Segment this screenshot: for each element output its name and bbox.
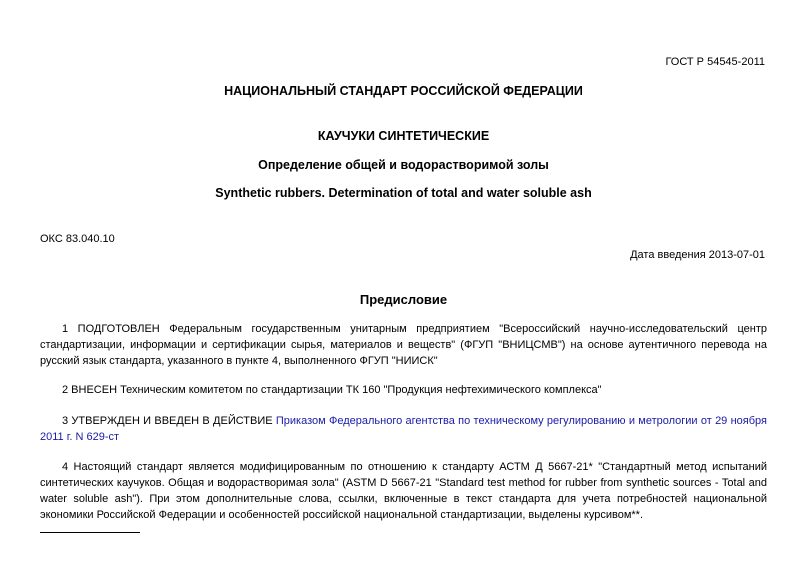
national-standard-heading: НАЦИОНАЛЬНЫЙ СТАНДАРТ РОССИЙСКОЙ ФЕДЕРАЦИИ bbox=[224, 84, 583, 98]
order-link[interactable]: Приказом Федерального агентства по техническому регулированию и метрологии от 29 ноября 2011 г. N 629-ст bbox=[40, 415, 767, 443]
preface-paragraph-1-text: 1 ПОДГОТОВЛЕН Федеральным государственным унитарным предприятием "Всероссийский научно-исследовательский центр стандартизации, информации и сертификации сырья, материалов и веществ" (ФГУП "ВНИЦСМВ") на основе аутентичного перевода на русский язык стандарта, указанного в пункте 4, выполненного ФГУП "НИИСК" bbox=[40, 323, 767, 367]
footnote-separator bbox=[40, 532, 140, 533]
standard-title: КАУЧУКИ СИНТЕТИЧЕСКИЕ bbox=[317, 129, 490, 143]
preface-paragraph-2 bbox=[40, 382, 767, 398]
standard-subtitle: Определение общей и водорастворимой золы bbox=[258, 158, 549, 172]
preface-paragraph-2-text: 2 ВНЕСЕН Техническим комитетом по стандартизации ТК 160 "Продукция нефтехимического комплекса" bbox=[62, 384, 602, 396]
english-title: Synthetic rubbers. Determination of total and water soluble ash bbox=[215, 186, 592, 200]
preface-paragraph-1 bbox=[40, 321, 767, 369]
gost-number: ГОСТ Р 54545-2011 bbox=[665, 56, 765, 68]
preface-paragraph-4 bbox=[40, 459, 767, 523]
oks-code: ОКС 83.040.10 bbox=[40, 233, 115, 245]
introduction-date: Дата введения 2013-07-01 bbox=[630, 249, 765, 261]
preface-heading: Предисловие bbox=[359, 292, 448, 307]
preface-paragraph-3-text: 3 УТВЕРЖДЕН И ВВЕДЕН В ДЕЙСТВИЕ bbox=[62, 415, 276, 427]
preface-paragraph-3 bbox=[40, 413, 767, 445]
preface-paragraph-4-text: 4 Настоящий стандарт является модифицированным по отношению к стандарту АСТМ Д 5667-21* "Стандартный метод испытаний синтетических каучуков. Общая и водорастворимая зола" (ASTM D 5667-21 "Standard test method for rubber from synthetic sources - Total and water soluble ash"). При этом дополнительные слова, ссылки, включенные в текст стандарта для учета потребностей национальной экономики Российской Федерации и особенностей российской национальной стандартизации, выделены курсивом**. bbox=[40, 461, 767, 521]
